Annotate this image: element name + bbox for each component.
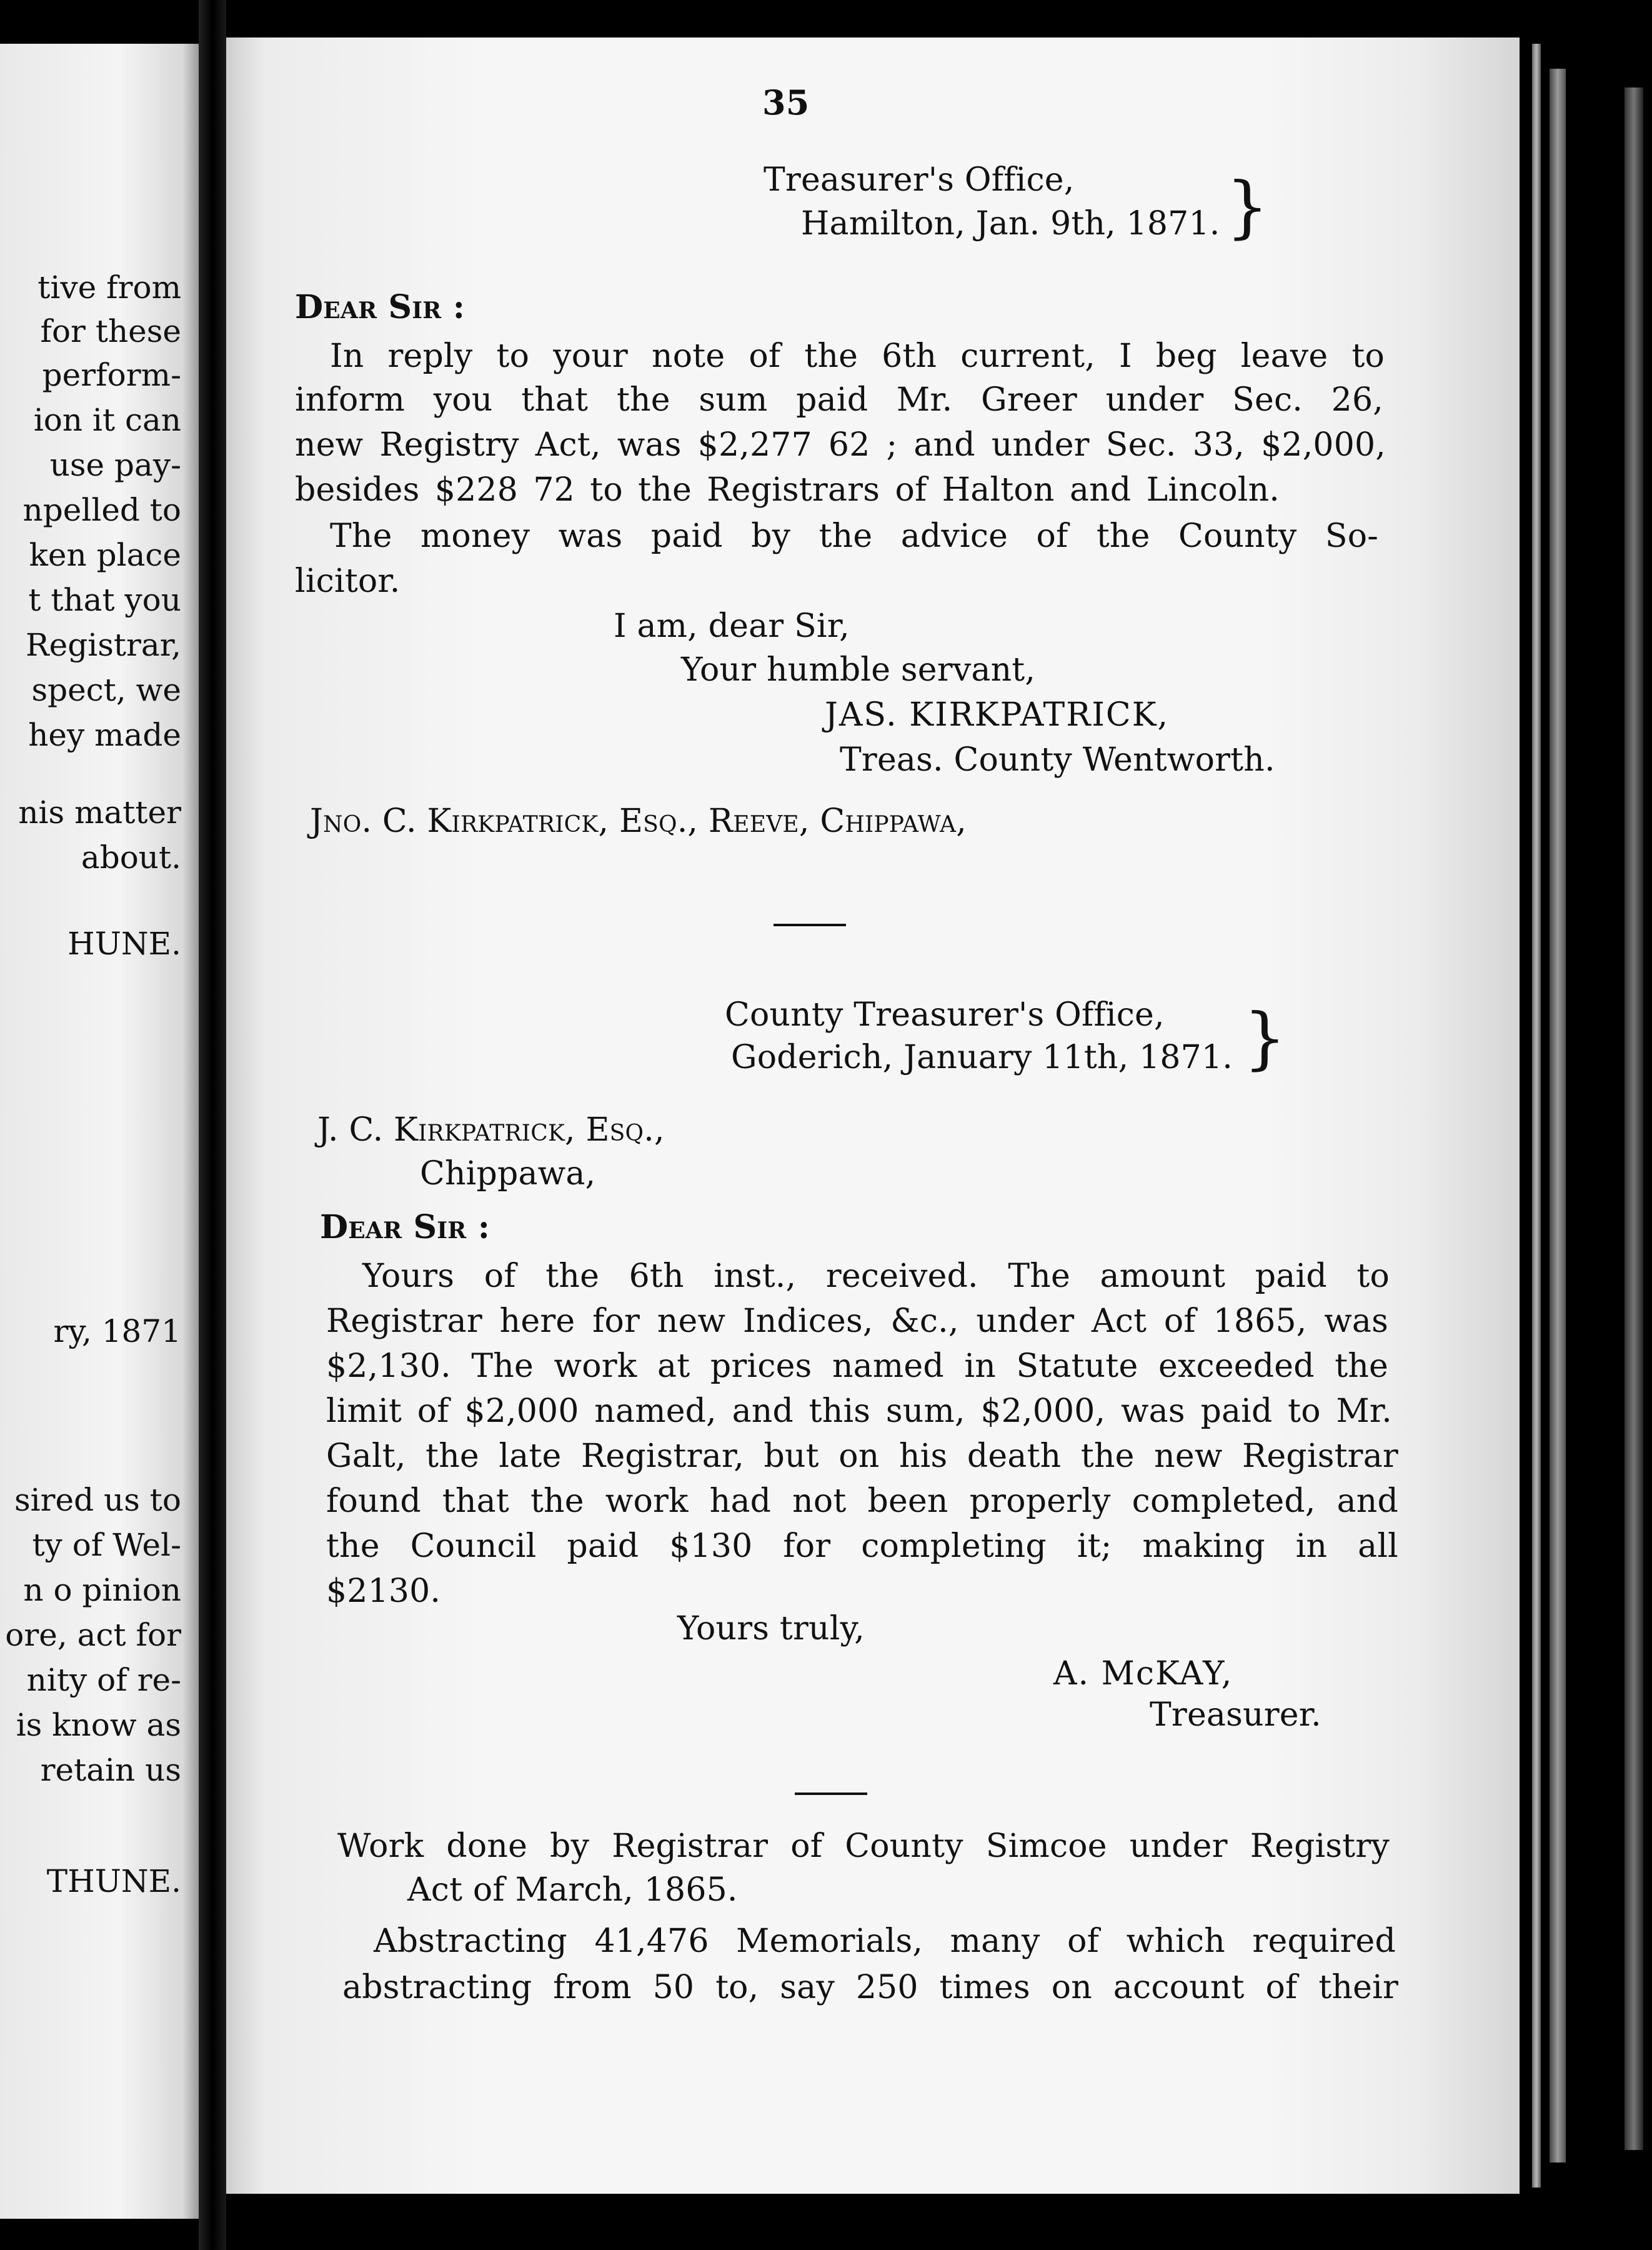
left-page-line: THUNE.	[46, 1863, 181, 1899]
left-page-line: t that you	[28, 582, 181, 618]
left-page-line: ry, 1871	[53, 1313, 181, 1349]
letter1-body-line: new Registry Act, was $2,277 62 ; and under Sec. 33, $2,000,	[295, 426, 1386, 464]
letter1-header-office: Treasurer's Office,	[764, 161, 1075, 199]
letter1-body-line: In reply to your note of the 6th current, I beg leave to	[330, 338, 1385, 375]
left-page-line: Registrar,	[26, 627, 181, 663]
section-divider	[795, 1792, 867, 1795]
left-page-line: ion it can	[33, 402, 181, 438]
letter2-salutation: Dear Sir :	[320, 1208, 490, 1246]
page-35	[226, 38, 1520, 2194]
book-gutter	[199, 0, 226, 2250]
book-page-edge	[1532, 44, 1541, 2188]
section-divider	[774, 924, 846, 926]
letter1-salutation: Dear Sir :	[295, 288, 465, 326]
left-page-line: ty of Wel-	[32, 1527, 181, 1563]
left-page-line: hey made	[28, 717, 181, 753]
section3-heading: Act of March, 1865.	[407, 1871, 738, 1909]
left-page-line: perform-	[42, 357, 181, 393]
letter1-closing: Your humble servant,	[681, 651, 1036, 689]
letter2-body-line: $2,130. The work at prices named in Statute exceeded the	[326, 1348, 1388, 1385]
letter1-header-date: Hamilton, Jan. 9th, 1871.	[801, 205, 1220, 242]
section3-heading: Work done by Registrar of County Simcoe under Registry	[337, 1828, 1390, 1865]
letter2-body-line: the Council paid $130 for completing it; making in all	[326, 1528, 1398, 1565]
left-page-line: use pay-	[49, 447, 181, 483]
letter2-body-line: Yours of the 6th inst., received. The amount paid to	[362, 1258, 1390, 1295]
left-page-line: npelled to	[22, 492, 181, 528]
letter1-body-line: inform you that the sum paid Mr. Greer under Sec. 26,	[295, 381, 1383, 419]
section3-body-line: Abstracting 41,476 Memorials, many of which required	[374, 1922, 1396, 1960]
letter2-signatory-title: Treasurer.	[1150, 1696, 1321, 1734]
book-page-edge	[1625, 88, 1643, 2150]
letter1-signatory-title: Treas. County Wentworth.	[840, 741, 1275, 779]
letter1-body-line: The money was paid by the advice of the County So-	[330, 518, 1378, 555]
letter2-header-office: County Treasurer's Office,	[725, 996, 1165, 1034]
left-page-line: HUNE.	[67, 926, 181, 962]
letter2-addressee: Chippawa,	[420, 1155, 596, 1192]
left-page-line: spect, we	[31, 672, 181, 708]
letter2-header-brace: }	[1243, 999, 1286, 1078]
left-page-line: ken place	[29, 537, 181, 573]
left-page-line: n o pinion	[23, 1572, 181, 1608]
left-page-line: tive from	[37, 269, 181, 306]
letter2-closing: Yours truly,	[677, 1610, 865, 1648]
left-page-line: sired us to	[14, 1482, 181, 1518]
letter1-addressee: Jno. C. Kirkpatrick, Esq., Reeve, Chippawa,	[310, 802, 967, 840]
letter1-body-line: licitor.	[295, 562, 401, 600]
page-number: 35	[762, 82, 810, 122]
left-page-line: for these	[40, 313, 181, 349]
letter2-body-line: $2130.	[326, 1572, 441, 1610]
letter2-header-date: Goderich, January 11th, 1871.	[731, 1039, 1233, 1076]
letter1-signature: JAS. KIRKPATRICK,	[825, 696, 1170, 734]
left-page-line: nity of re-	[26, 1662, 181, 1698]
letter2-signature: A. McKAY,	[1053, 1655, 1233, 1692]
letter1-header-brace: }	[1226, 168, 1269, 246]
left-page-line: retain us	[40, 1752, 181, 1788]
letter2-body-line: Registrar here for new Indices, &c., under Act of 1865, was	[326, 1302, 1388, 1340]
book-page-edge	[1550, 69, 1566, 2162]
letter2-addressee: J. C. Kirkpatrick, Esq.,	[317, 1111, 665, 1149]
left-page-line: about.	[81, 839, 181, 876]
letter2-body-line: found that the work had not been properly completed, and	[326, 1482, 1398, 1520]
letter1-body-line: besides $228 72 to the Registrars of Halton and Lincoln.	[295, 471, 1280, 509]
letter2-body-line: limit of $2,000 named, and this sum, $2,000, was paid to Mr.	[326, 1392, 1392, 1430]
left-page-line: ore, act for	[5, 1617, 181, 1653]
letter2-body-line: Galt, the late Registrar, but on his death the new Registrar	[326, 1438, 1398, 1475]
left-page-line: is know as	[16, 1707, 181, 1743]
left-page-line: nis matter	[18, 794, 181, 831]
section3-body-line: abstracting from 50 to, say 250 times on account of their	[342, 1969, 1398, 2006]
previous-page-fragment	[0, 44, 199, 2219]
letter1-closing: I am, dear Sir,	[614, 608, 850, 645]
